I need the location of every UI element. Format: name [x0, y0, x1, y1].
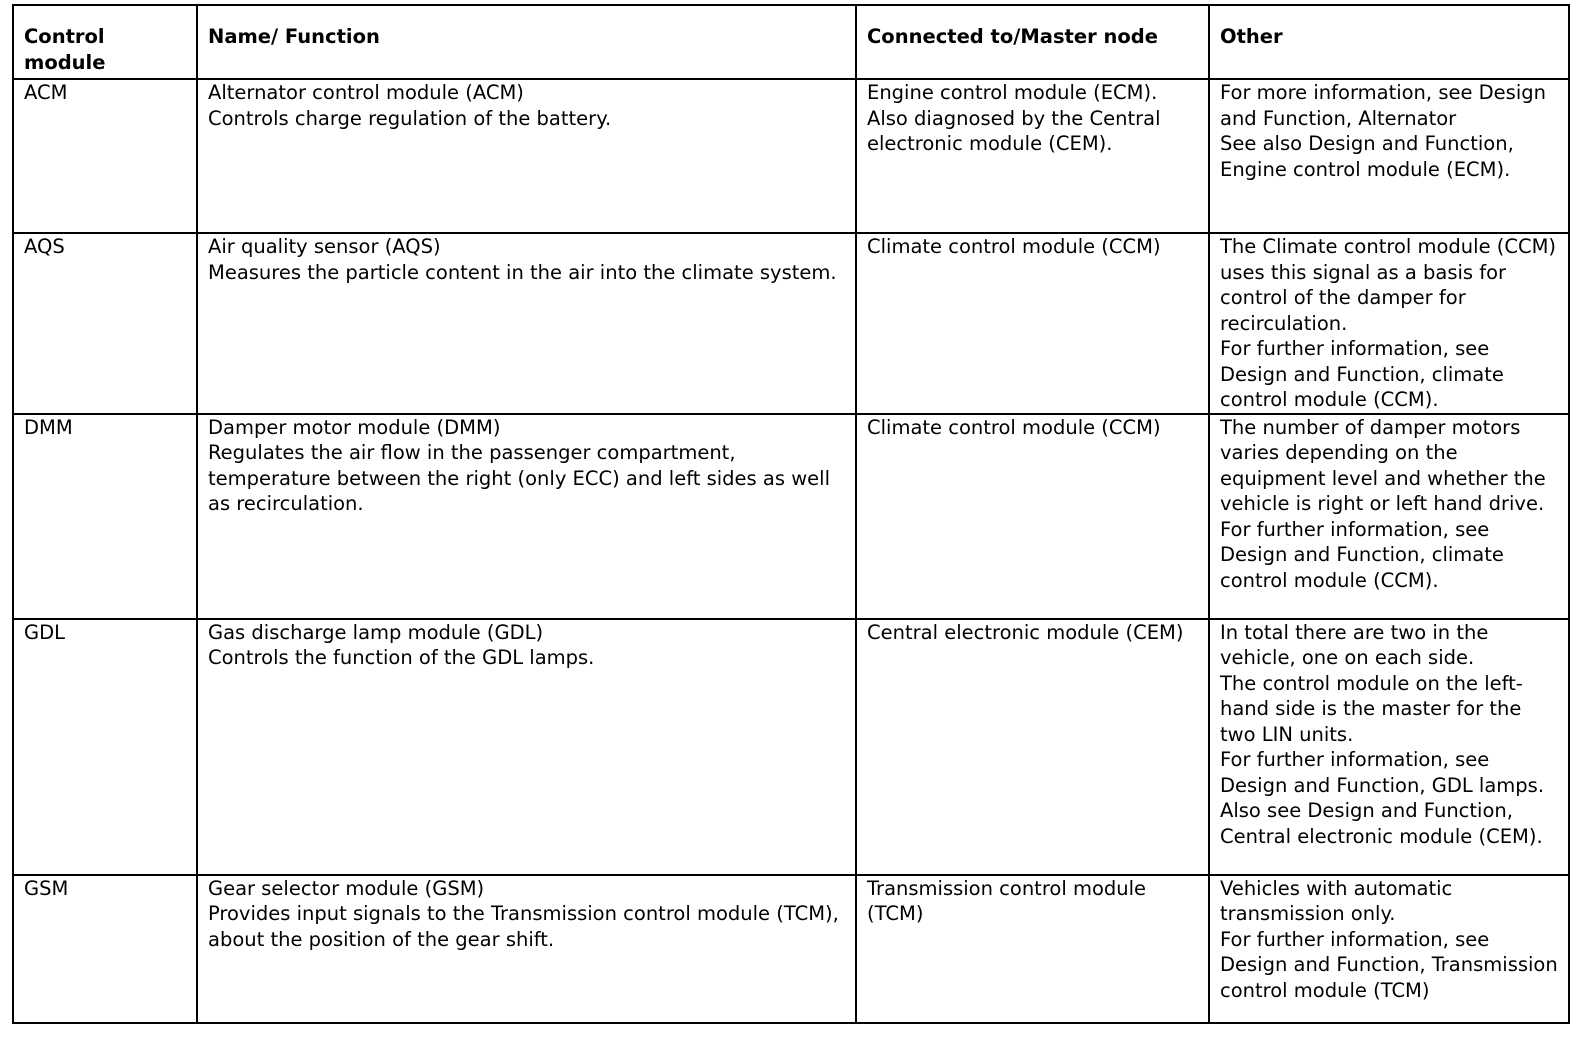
header-other: Other: [1209, 5, 1569, 79]
cell-code: GDL: [13, 619, 197, 875]
other-note: For further information, see Design and Function, GDL lamps. Also see Design and Function, Central electronic module (CEM).: [1220, 748, 1545, 848]
cell-other: [1209, 233, 1569, 414]
header-control-module: Control module: [13, 5, 197, 79]
other-note: See also Design and Function, Engine control module (ECM).: [1220, 132, 1514, 181]
module-function: Controls charge regulation of the battery.: [208, 106, 612, 130]
control-module-table: [12, 4, 1570, 1024]
header-connected-to: Connected to/Master node: [856, 5, 1209, 79]
module-name: Gas discharge lamp module (GDL): [208, 620, 544, 644]
cell-other: [1209, 79, 1569, 233]
cell-connected: Climate control module (CCM): [856, 414, 1209, 619]
module-function: Provides input signals to the Transmission control module (TCM), about the position of the gear shift.: [208, 902, 839, 951]
module-name: Damper motor module (DMM): [208, 415, 501, 439]
table-row: [13, 619, 1569, 875]
cell-connected: Climate control module (CCM): [856, 233, 1209, 414]
cell-other: [1209, 875, 1569, 1023]
module-function: Measures the particle content in the air into the climate system.: [208, 260, 837, 284]
header-name-function: Name/ Function: [197, 5, 856, 79]
other-note: Vehicles with automatic transmission only.: [1220, 876, 1453, 925]
other-note: The Climate control module (CCM) uses this signal as a basis for control of the damper for recirculation.: [1220, 235, 1557, 335]
other-note: For further information, see Design and Function, climate control module (CCM).: [1220, 337, 1504, 411]
cell-connected: Engine control module (ECM). Also diagnosed by the Central electronic module (CEM).: [856, 79, 1209, 233]
cell-code: AQS: [13, 233, 197, 414]
table-header-row: [13, 5, 1569, 79]
module-name: Air quality sensor (AQS): [208, 235, 441, 258]
module-name: Gear selector module (GSM): [208, 876, 485, 900]
cell-name-function: [197, 875, 856, 1023]
cell-code: GSM: [13, 875, 197, 1023]
cell-name-function: [197, 79, 856, 233]
table-row: [13, 233, 1569, 414]
cell-other: [1209, 414, 1569, 619]
cell-connected: Transmission control module (TCM): [856, 875, 1209, 1023]
other-note: For further information, see Design and Function, climate control module (CCM).: [1220, 517, 1504, 592]
other-note: The number of damper motors varies depending on the equipment level and whether the vehicle is right or left hand drive.: [1220, 415, 1546, 515]
table-row: [13, 414, 1569, 619]
cell-name-function: [197, 619, 856, 875]
table-row: [13, 875, 1569, 1023]
cell-code: ACM: [13, 79, 197, 233]
cell-connected: Central electronic module (CEM): [856, 619, 1209, 875]
module-function: Controls the function of the GDL lamps.: [208, 646, 595, 669]
module-function: Regulates the air flow in the passenger compartment, temperature between the right (only ECC) and left sides as well as recirculation.: [208, 441, 830, 515]
cell-name-function: [197, 414, 856, 619]
cell-name-function: [197, 233, 856, 414]
cell-other: [1209, 619, 1569, 875]
other-note: For more information, see Design and Function, Alternator: [1220, 81, 1546, 130]
cell-code: DMM: [13, 414, 197, 619]
other-note: For further information, see Design and Function, Transmission control module (TCM): [1220, 927, 1558, 1002]
other-note: In total there are two in the vehicle, one on each side.: [1220, 620, 1489, 669]
other-note: The control module on the left-hand side is the master for the two LIN units.: [1220, 671, 1523, 746]
table-row: [13, 79, 1569, 233]
module-name: Alternator control module (ACM): [208, 81, 524, 104]
